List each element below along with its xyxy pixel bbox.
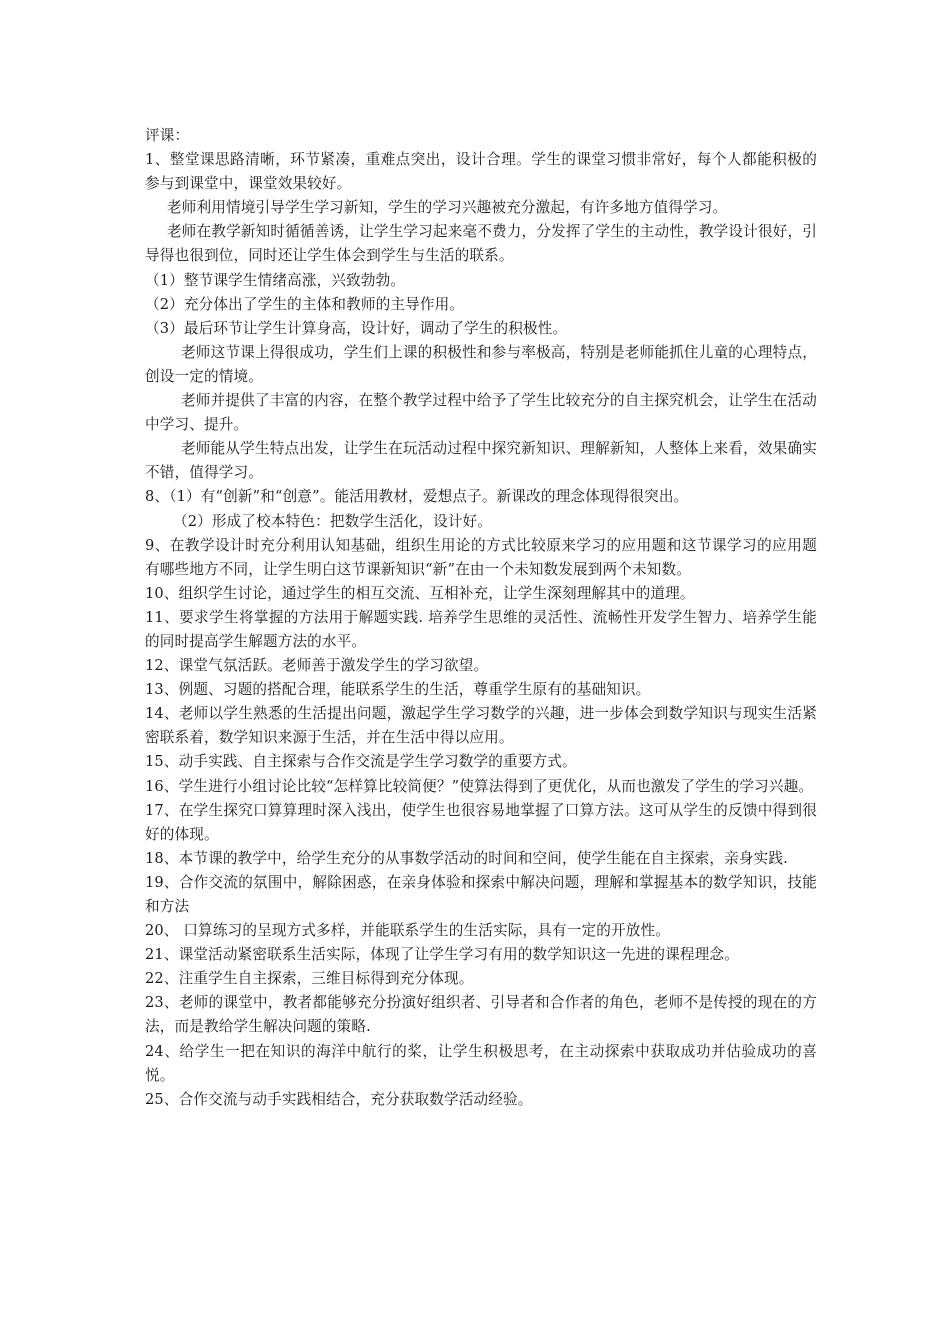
paragraph: 24、给学生一把在知识的海洋中航行的桨，让学生积极思考，在主动探索中获取成功并估验成功的喜悦。	[145, 1042, 817, 1084]
paragraph: （2）充分体出了学生的主体和教师的主导作用。	[145, 295, 465, 313]
paragraph: 老师能从学生特点出发，让学生在玩活动过程中探究新知识、理解新知，人整体上来看，效果确实不错，值得学习。	[145, 440, 817, 482]
paragraph: 25、合作交流与动手实践相结合，充分获取数学活动经验。	[145, 1090, 533, 1108]
paragraph: 14、老师以学生熟悉的生活提出问题，激起学生学习数学的兴趣，进一步体会到数学知识与现实生活紧密联系着，数学知识来源于生活，并在生活中得以应用。	[145, 705, 817, 747]
document-heading: 评课：	[145, 127, 190, 144]
paragraph: 12、课堂气氛活跃。老师善于激发学生的学习欲望。	[145, 657, 489, 675]
paragraph: 老师利用情境引导学生学习新知，学生的学习兴趣被充分激起，有许多地方值得学习。	[167, 199, 728, 217]
paragraph: 老师在教学新知时循循善诱，让学生学习起来毫不费力，分发挥了学生的主动性，教学设计很好，引导得也很到位，同时还让学生体会到学生与生活的联系。	[145, 223, 817, 265]
paragraph: 老师并提供了丰富的内容，在整个教学过程中给予了学生比较充分的自主探究机会，让学生在活动中学习、提升。	[145, 392, 817, 434]
paragraph: （1）整节课学生情绪高涨，兴致勃勃。	[145, 271, 406, 289]
paragraph: 10、组织学生讨论，通过学生的相互交流、互相补充，让学生深刻理解其中的道理。	[145, 584, 695, 602]
paragraph: 18、本节课的教学中，给学生充分的从事数学活动的时间和空间，使学生能在自主探索，亲身实践.	[145, 849, 788, 867]
paragraph: 8、（1）有“创新”和“创意”。能活用教材，爱想点子。新课改的理念体现得很突出。	[145, 488, 689, 506]
paragraph: 13、例题、习题的搭配合理，能联系学生的生活，尊重学生原有的基础知识。	[145, 681, 651, 699]
paragraph: 22、注重学生自主探索，三维目标得到充分体现。	[145, 970, 474, 988]
paragraph: （3）最后环节让学生计算身高，设计好，调动了学生的积极性。	[145, 319, 568, 337]
paragraph: 20、 口算练习的呈现方式多样，并能联系学生的生活实际，具有一定的开放性。	[145, 922, 670, 940]
paragraph: 15、动手实践、自主探索与合作交流是学生学习数学的重要方式。	[145, 753, 577, 771]
paragraph: 23、老师的课堂中，教者都能够充分扮演好组织者、引导者和合作者的角色，老师不是传授的现在的方法，而是教给学生解决问题的策略.	[145, 994, 817, 1036]
paragraph: 16、学生进行小组讨论比较“怎样算比较简便？”使算法得到了更优化，从而也激发了学生的学习兴趣。	[145, 777, 814, 795]
paragraph: 9、在教学设计时充分利用认知基础，组织生用论的方式比较原来学习的应用题和这节课学习的应用题有哪些地方不同，让学生明白这节课新知识“新”在由一个未知数发展到两个未知数。	[145, 536, 817, 578]
paragraph: 19、合作交流的氛围中，解除困惑，在亲身体验和探索中解决问题，理解和掌握基本的数学知识，技能和方法	[145, 873, 817, 915]
paragraph: 21、课堂活动紧密联系生活实际，体现了让学生学习有用的数学知识这一先进的课程理念。	[145, 946, 739, 964]
paragraph: 17、在学生探究口算算理时深入浅出，使学生也很容易地掌握了口算方法。这可从学生的反馈中得到很好的体现。	[145, 801, 817, 843]
paragraph: 11、要求学生将掌握的方法用于解题实践. 培养学生思维的灵活性、流畅性开发学生智力、培养学生能的同时提高学生解题方法的水平。	[145, 608, 817, 650]
paragraph: 1、整堂课思路清晰，环节紧凑，重难点突出，设计合理。学生的课堂习惯非常好，每个人都能积极的参与到课堂中，课堂效果较好。	[145, 151, 817, 193]
paragraph: 老师这节课上得很成功，学生们上课的积极性和参与率极高，特别是老师能抓住儿童的心理特点，创设一定的情境。	[145, 343, 817, 385]
paragraph: （2）形成了校本特色：把数学生活化，设计好。	[173, 512, 493, 530]
document-page	[145, 124, 817, 1112]
